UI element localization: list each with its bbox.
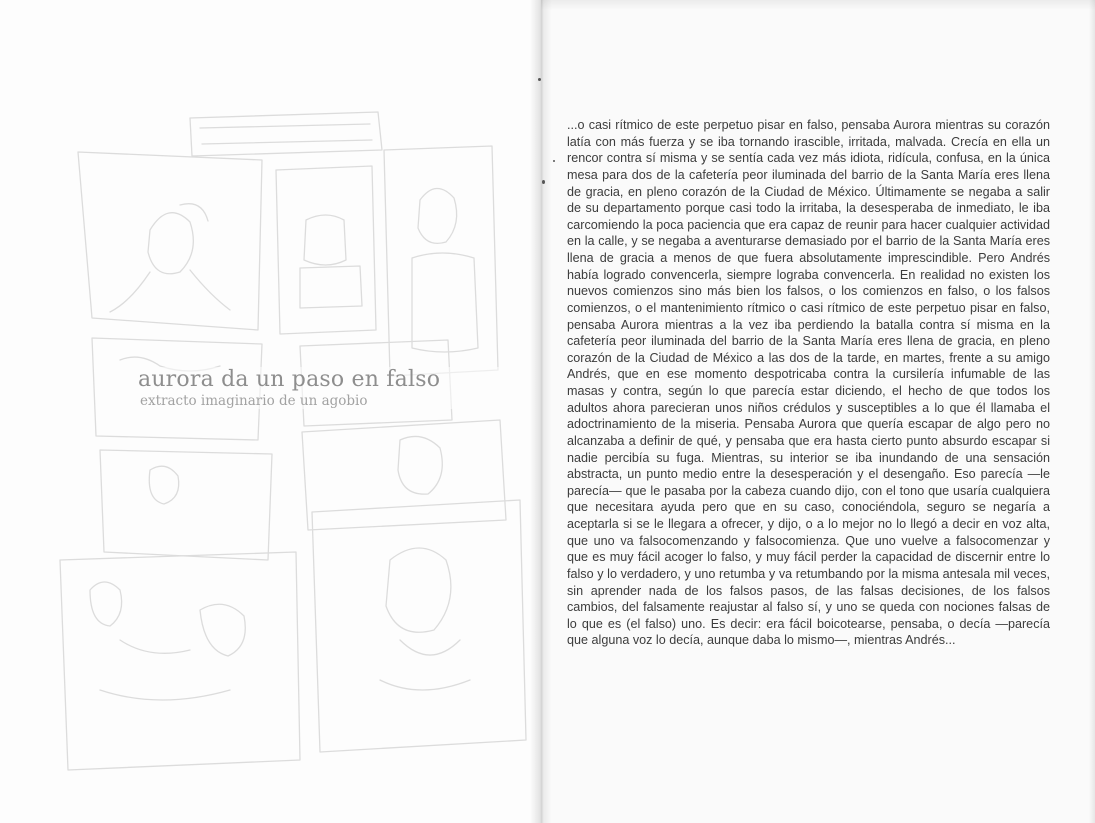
title-block [138,367,528,409]
scan-speck [553,160,555,162]
book-gutter [530,0,552,823]
left-page [0,0,541,823]
page-subtitle: extracto imaginario de un agobio [140,393,368,409]
page-top-shadow [541,0,1095,10]
scan-speck [538,78,541,81]
page-edge-shadow [1089,0,1095,823]
page-title: aurora da un paso en falso [138,367,441,392]
pencil-sketch-illustration [0,0,541,823]
body-paragraph: ...o casi rítmico de este perpetuo pisar en falso, pensaba Aurora mientras su corazón latía con más fuerza y se iba tornando irascible, irritada, malvada. Crecía en ella un rencor contra sí misma y se sentía cada vez más idiota, ridícula, confusa, en la única mesa para dos de la cafetería peor iluminada del barrio de la Santa María eres llena de gracia, en pleno corazón de la Ciudad de México. Últimamente se negaba a salir de su departamento porque casi todo la irritaba, la desesperaba de inmediato, le iba carcomiendo la poca paciencia que era capaz de reunir para hacer cualquier actividad en la calle, y se negaba a aventurarse demasiado por el barrio de la Santa María eres llena de gracia a menos de que fuera absolutamente imprescindible. Pero Andrés había logrado convencerla, siempre lograba convencerla. En realidad no existen los nuevos comienzos sino más bien los falsos, o los comienzos en falso, o los falsos comienzos, o el mantenimiento rítmico o casi rítmico de este perpetuo pisar en falso, pensaba Aurora mientras a la vez iba perdiendo la batalla contra sí misma en la cafetería peor iluminada del barrio de la Santa María eres llena de gracia, en pleno corazón de la Ciudad de México a las dos de la tarde, en martes, frente a su amigo Andrés, que en ese momento despotricaba contra la cursilería infumable de las masas y contra, según lo que parecía estar diciendo, el hecho de que todos los adultos ahora parecieran unos niños crédulos y susceptibles a lo que él llamaba el adoctrinamiento de la miseria. Pensaba Aurora que quería escapar de algo pero no alcanzaba a definir de qué, y pensaba que era hasta cierto punto absurdo escapar si nadie percibía su fuga. Mientras, su interior se iba inundando de una sensación abstracta, un punto medio entre la desesperación y el desengaño. Eso parecía —le parecía— que le pasaba por la cabeza cuando dijo, con el tono que usaría cualquiera que necesitara ayuda pero que en su caso, conociéndola, seguro se negaría a aceptarla si se le llegara a ofrecer, y dijo, o a lo mejor no lo llegó a decir en voz alta, que uno va falsocomenzando y falsocomienza. Que uno vuelve a falsocomenzar y que es muy fácil acoger lo falso, y muy fácil perder la capacidad de discernir entre lo falso y lo verdadero, y uno retumba y va retumbando por la misma antesala mil veces, sin aprender nada de los falsos pasos, de las falsas decisiones, de los falsos cambios, del falsamente reajustar al falso sí, y uno se queda con nociones falsas de lo que es (el falso) uno. Es decir: era fácil boicotearse, pensaba, o decía —parecía que alguna voz lo decía, aunque daba lo mismo—, mientras Andrés... [567,118,1050,648]
scan-speck [542,180,545,184]
